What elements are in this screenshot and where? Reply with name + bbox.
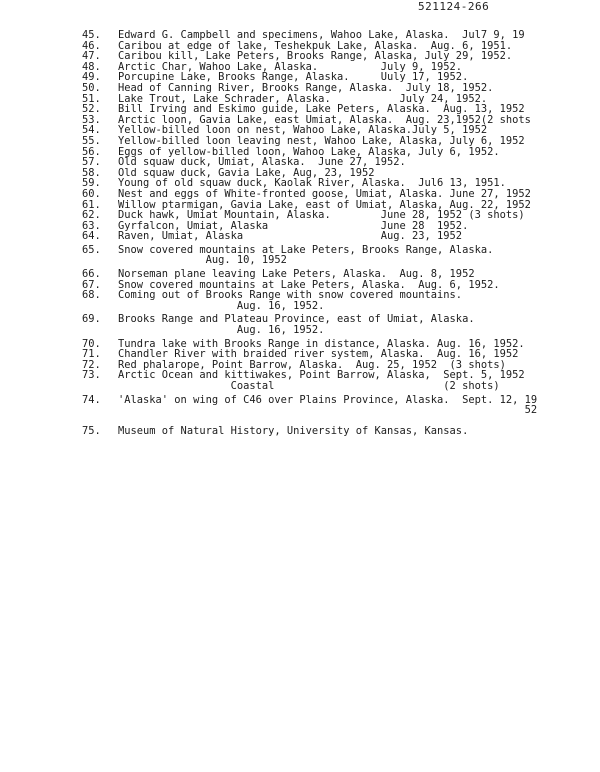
- entry-number: 74.: [82, 393, 101, 406]
- list-item: [82, 426, 600, 437]
- entry-continuation: 52: [118, 404, 538, 417]
- entry-number: 50.: [82, 81, 101, 94]
- entry-text: Caribou kill, Lake Peters, Brooks Range, Alaska, July 29, 1952.: [118, 50, 513, 63]
- entry-text: Porcupine Lake, Brooks Range, Alaska. Uuly 17, 1952.: [118, 71, 469, 84]
- entry-number: 47.: [82, 50, 101, 63]
- entry-number: 67.: [82, 278, 101, 291]
- entry-number: 58.: [82, 166, 101, 179]
- entry-list: [82, 30, 600, 436]
- entry-text: Coming out of Brooks Range with snow covered mountains.: [118, 289, 463, 302]
- entry-text: Snow covered mountains at Lake Peters, Alaska. Aug. 6, 1952.: [118, 278, 500, 291]
- list-item: [82, 395, 600, 416]
- entry-text: Yellow-billed loon leaving nest, Wahoo Lake, Alaska, July 6, 1952: [118, 134, 525, 147]
- entry-continuation: Aug. 16, 1952.: [118, 299, 325, 312]
- entry-continuation: Coastal (2 shots): [118, 380, 500, 392]
- entry-number: 65.: [82, 243, 101, 256]
- list-item: [82, 245, 600, 266]
- entry-text: Bill Irving and Eskimo guide, Lake Peters, Alaska. Aug. 13, 1952: [118, 103, 525, 116]
- list-item: [82, 231, 600, 242]
- entry-number: 59.: [82, 177, 101, 190]
- entry-text: Nest and eggs of White-fronted goose, Umiat, Alaska. June 27, 1952: [118, 187, 531, 200]
- entry-text: Old squaw duck, Gavia Lake, Aug, 23, 1952: [118, 166, 375, 179]
- entry-number: 57.: [82, 156, 101, 169]
- entry-text: Norseman plane leaving Lake Peters, Alaska. Aug. 8, 1952: [118, 268, 475, 281]
- entry-number: 48.: [82, 60, 101, 73]
- entry-number: 68.: [82, 289, 101, 302]
- entry-text: Gyrfalcon, Umiat, Alaska June 28 1952.: [118, 219, 469, 232]
- entry-text: Arctic Char, Wahoo Lake, Alaska. July 9, 1952.: [118, 60, 463, 73]
- entry-number: 62.: [82, 209, 101, 222]
- document-id: 521124-266: [418, 0, 490, 13]
- entry-text: Arctic loon, Gavia Lake, east Umiat, Alaska. Aug. 23,1952(2 shots: [118, 113, 531, 126]
- entry-number: 54.: [82, 124, 101, 137]
- entry-text: Young of old squaw duck, Kaolak River, Alaska. Jul6 13, 1951.: [118, 177, 506, 190]
- entry-number: 53.: [82, 113, 101, 126]
- entry-number: 52.: [82, 103, 101, 116]
- entry-text: Red phalarope, Point Barrow, Alaska. Aug. 25, 1952 (3 shots): [118, 358, 506, 371]
- entry-continuation: Aug. 10, 1952: [118, 254, 287, 267]
- entry-number: 56.: [82, 145, 101, 158]
- entry-text: Willow ptarmigan, Gavia Lake, east of Umiat, Alaska, Aug. 22, 1952: [118, 198, 531, 211]
- entry-number: 63.: [82, 219, 101, 232]
- entry-continuation: Aug. 16, 1952.: [118, 324, 325, 337]
- entry-number: 69.: [82, 313, 101, 326]
- entry-number: 66.: [82, 268, 101, 281]
- entry-number: 71.: [82, 348, 101, 361]
- entry-text: Arctic Ocean and kittiwakes, Point Barrow, Alaska, Sept. 5, 1952: [118, 369, 525, 382]
- entry-text: Brooks Range and Plateau Province, east of Umiat, Alaska.: [118, 313, 475, 326]
- entry-text: Head of Canning River, Brooks Range, Alaska. July 18, 1952.: [118, 81, 494, 94]
- entry-number: 51.: [82, 92, 101, 105]
- entry-text: 'Alaska' on wing of C46 over Plains Province, Alaska. Sept. 12, 19: [118, 393, 538, 406]
- entry-text: Eggs of yellow-billed loon, Wahoo Lake, Alaska, July 6, 1952.: [118, 145, 500, 158]
- entry-number: 49.: [82, 71, 101, 84]
- entry-text: Lake Trout, Lake Schrader, Alaska. July 24, 1952.: [118, 92, 488, 105]
- entry-text: Old squaw duck, Umiat, Alaska. June 27, 1952.: [118, 156, 406, 169]
- entry-number: 64.: [82, 230, 101, 243]
- entry-number: 45.: [82, 29, 101, 41]
- entry-number: 61.: [82, 198, 101, 211]
- entry-number: 70.: [82, 337, 101, 350]
- entry-number: 73.: [82, 369, 101, 382]
- entry-text: Snow covered mountains at Lake Peters, Brooks Range, Alaska.: [118, 243, 494, 256]
- entry-number: 75.: [82, 424, 101, 437]
- entry-text: Edward G. Campbell and specimens, Wahoo Lake, Alaska. Jul7 9, 19: [118, 29, 525, 41]
- list-item: [82, 290, 600, 311]
- entry-number: 72.: [82, 358, 101, 371]
- entry-text: Yellow-billed loon on nest, Wahoo Lake, Alaska.July 5, 1952: [118, 124, 488, 137]
- entry-text: Duck hawk, Umiat Mountain, Alaska. June 28, 1952 (3 shots): [118, 209, 525, 222]
- entry-text: Chandler River with braided river system, Alaska. Aug. 16, 1952: [118, 348, 519, 361]
- entry-number: 46.: [82, 39, 101, 52]
- entry-number: 55.: [82, 134, 101, 147]
- entry-text: Museum of Natural History, University of Kansas, Kansas.: [118, 424, 469, 437]
- entry-text: Raven, Umiat, Alaska Aug. 23, 1952: [118, 230, 463, 243]
- entry-text: Caribou at edge of lake, Teshekpuk Lake, Alaska. Aug. 6, 1951.: [118, 39, 513, 52]
- entry-number: 60.: [82, 187, 101, 200]
- entry-text: Tundra lake with Brooks Range in distance, Alaska. Aug. 16, 1952.: [118, 337, 525, 350]
- list-item: [82, 314, 600, 335]
- list-item: [82, 370, 600, 391]
